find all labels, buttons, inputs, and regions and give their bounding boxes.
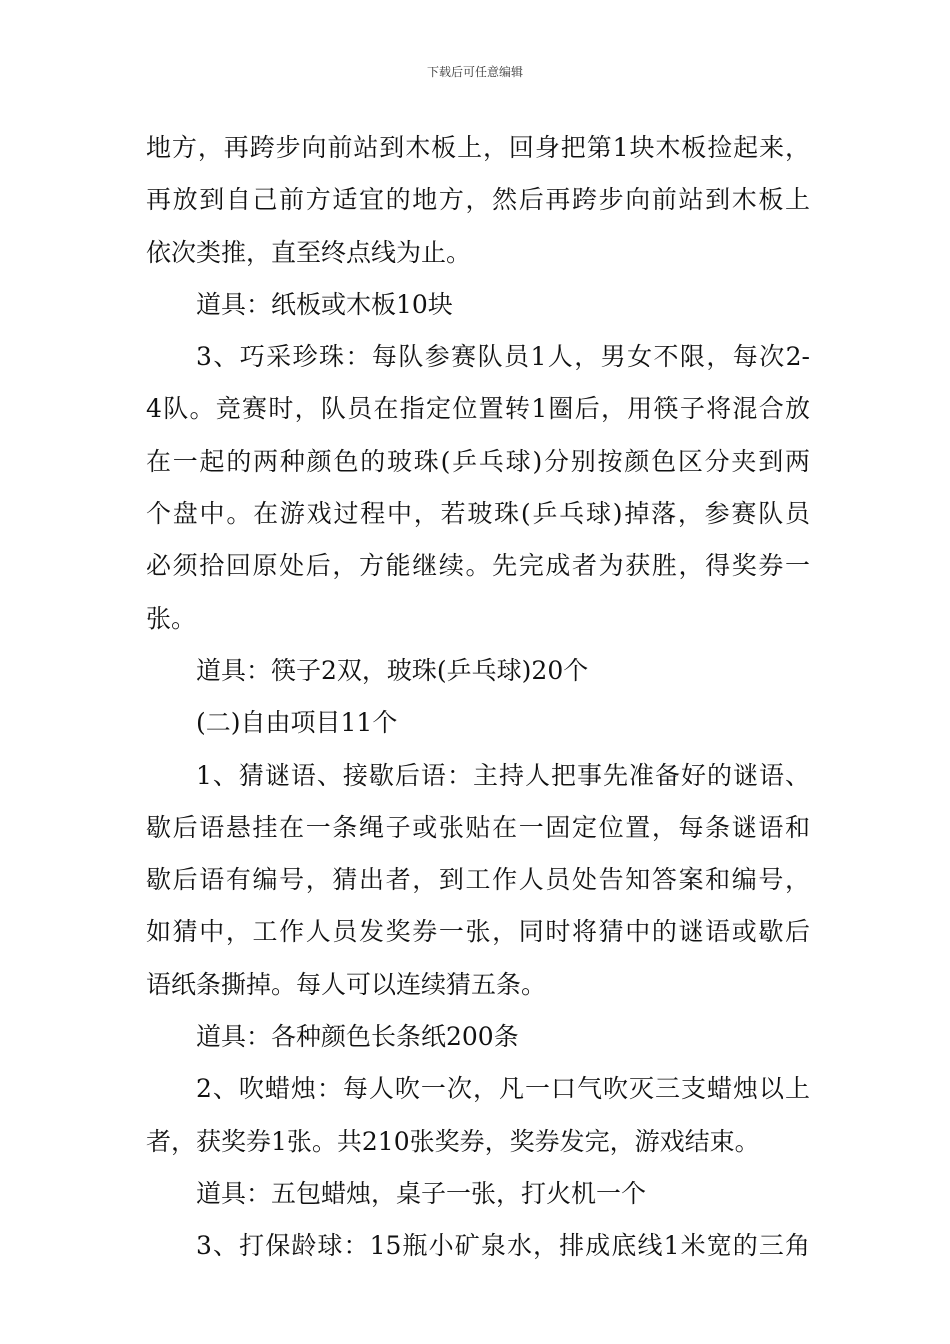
document-body [146,122,810,1273]
text-line: 歇后语悬挂在一条绳子或张贴在一固定位置，每条谜语和 [146,812,810,842]
text-line: 道具：纸板或木板10块 [196,289,453,319]
text-line: 地方，再跨步向前站到木板上，回身把第1块木板捡起来， [146,133,810,162]
text-line: 4队。竞赛时，队员在指定位置转1圈后，用筷子将混合放 [146,394,810,424]
text-line: 者，获奖券1张。共210张奖券，奖券发完，游戏结束。 [146,1126,760,1156]
text-line: 张。 [146,603,197,633]
text-line: 道具：筷子2双，玻珠(乒乓球)20个 [196,655,589,685]
text-line: 3、巧采珍珠：每队参赛队员1人，男女不限，每次2- [196,342,810,372]
text-line: 如猜中，工作人员发奖券一张，同时将猜中的谜语或歇后 [146,917,810,947]
text-line: 2、吹蜡烛：每人吹一次，凡一口气吹灭三支蜡烛以上 [196,1074,810,1104]
text-line: 歇后语有编号，猜出者，到工作人员处告知答案和编号， [146,865,810,895]
text-line: 个盘中。在游戏过程中，若玻珠(乒乓球)掉落，参赛队员 [146,499,810,529]
text-line: (二)自由项目11个 [196,708,398,738]
text-line: 道具：各种颜色长条纸200条 [196,1022,519,1052]
text-line: 再放到自己前方适宜的地方，然后再跨步向前站到木板上 [146,185,810,215]
text-line: 依次类推，直至终点线为止。 [146,237,472,267]
text-line: 必须拾回原处后，方能继续。先完成者为获胜，得奖券一 [146,551,810,581]
text-line: 道具：五包蜡烛，桌子一张，打火机一个 [196,1178,647,1208]
page-header: 下载后可任意编辑 [426,65,523,79]
text-line: 语纸条撕掉。每人可以连续猜五条。 [146,969,547,999]
text-line: 在一起的两种颜色的玻珠(乒乓球)分别按颜色区分夹到两 [146,446,810,476]
text-line: 1、猜谜语、接歇后语：主持人把事先准备好的谜语、 [196,760,810,790]
text-line: 3、打保龄球：15瓶小矿泉水，排成底线1米宽的三角 [196,1231,810,1261]
